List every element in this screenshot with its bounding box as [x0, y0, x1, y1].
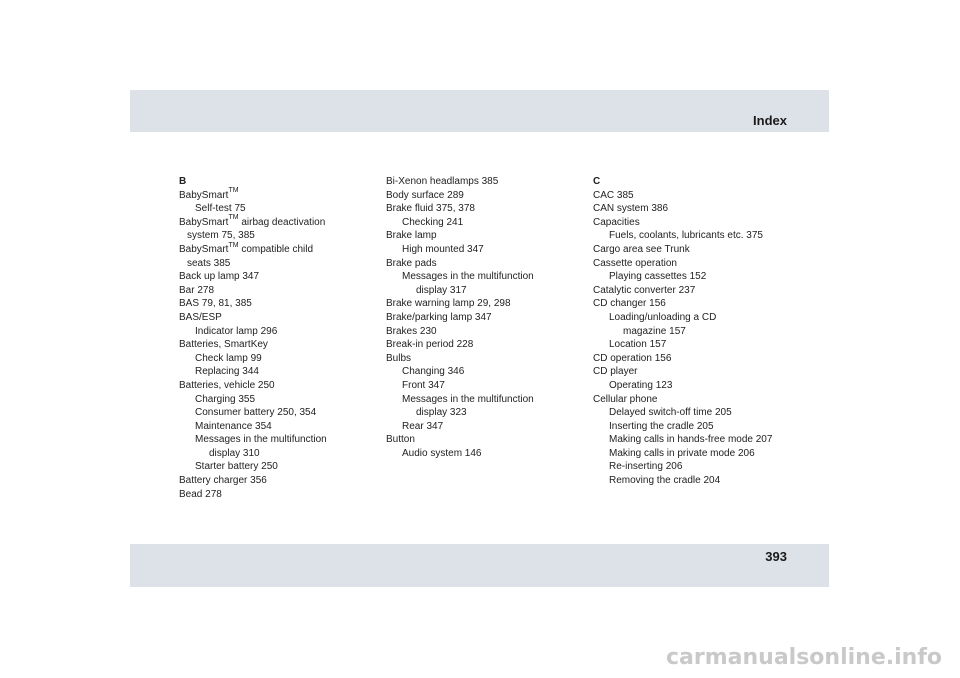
- trademark-superscript: TM: [228, 241, 239, 249]
- index-entry: Front 347: [402, 379, 445, 391]
- index-entry: Messages in the multifunction: [402, 393, 534, 405]
- index-entry: Button: [386, 434, 415, 446]
- index-entry: [179, 243, 379, 257]
- index-entry: Checking 241: [402, 216, 464, 228]
- page-title: Index: [753, 113, 787, 128]
- index-entry: [179, 216, 379, 230]
- index-entry: Batteries, SmartKey: [179, 339, 268, 351]
- index-entry: Consumer battery 250, 354: [195, 407, 317, 419]
- index-entry: CD player: [593, 366, 638, 378]
- index-entry: Making calls in private mode 206: [609, 447, 755, 459]
- index-entry: Fuels, coolants, lubricants etc. 375: [609, 230, 763, 242]
- index-entry: Brake fluid 375, 378: [386, 203, 475, 215]
- header-band: [130, 90, 829, 132]
- index-column-2: [386, 175, 586, 460]
- index-entry: Removing the cradle 204: [609, 475, 721, 487]
- index-entry-text-suffix: compatible child: [238, 243, 314, 255]
- index-entry: Charging 355: [195, 393, 256, 405]
- index-entry: CAN system 386: [593, 203, 669, 215]
- index-entry: Bulbs: [386, 352, 412, 364]
- index-entry: Indicator lamp 296: [195, 325, 278, 337]
- index-entry: Maintenance 354: [195, 420, 272, 432]
- watermark-text: carmanualsonline.info: [666, 645, 942, 670]
- index-entry: system 75, 385: [187, 230, 255, 242]
- index-entry: display 317: [416, 284, 467, 296]
- index-entry: display 310: [209, 447, 260, 459]
- index-entry: Bar 278: [179, 284, 215, 296]
- index-entry: BAS 79, 81, 385: [179, 298, 252, 310]
- index-entry: Break-in period 228: [386, 339, 474, 351]
- index-entry: display 323: [416, 407, 467, 419]
- footer-band: [130, 544, 829, 587]
- index-entry: Cellular phone: [593, 393, 658, 405]
- index-entry: Self-test 75: [195, 203, 246, 215]
- index-entry: Rear 347: [402, 420, 444, 432]
- index-entry: Catalytic converter 237: [593, 284, 696, 296]
- index-entry: CD changer 156: [593, 298, 666, 310]
- index-entry: Audio system 146: [402, 447, 482, 459]
- index-entry: Battery charger 356: [179, 475, 267, 487]
- index-column-3: [593, 175, 793, 488]
- index-entry: Starter battery 250: [195, 461, 278, 473]
- trademark-superscript: TM: [228, 187, 239, 195]
- index-entry: Check lamp 99: [195, 352, 262, 364]
- index-entry: Back up lamp 347: [179, 271, 260, 283]
- index-entry: CD operation 156: [593, 352, 672, 364]
- index-entry: Inserting the cradle 205: [609, 420, 714, 432]
- index-entry: High mounted 347: [402, 243, 484, 255]
- index-entry: Delayed switch-off time 205: [609, 407, 732, 419]
- index-entry: [179, 189, 379, 203]
- index-entry: Brake/parking lamp 347: [386, 311, 492, 323]
- index-entry-text: BabySmart: [179, 189, 229, 201]
- index-entry: Location 157: [609, 339, 667, 351]
- index-entry: Cassette operation: [593, 257, 677, 269]
- index-entry: magazine 157: [623, 325, 686, 337]
- index-entry: Body surface 289: [386, 189, 464, 201]
- index-entry: Re-inserting 206: [609, 461, 683, 473]
- index-entry: Loading/unloading a CD: [609, 311, 717, 323]
- index-entry: Changing 346: [402, 366, 465, 378]
- index-entry: Bead 278: [179, 488, 222, 500]
- index-entry: Operating 123: [609, 379, 673, 391]
- index-entry: Playing cassettes 152: [609, 271, 707, 283]
- index-entry: Messages in the multifunction: [402, 271, 534, 283]
- index-entry: Brake warning lamp 29, 298: [386, 298, 511, 310]
- index-entry: Messages in the multifunction: [195, 434, 327, 446]
- index-entry-text: BabySmart: [179, 216, 229, 228]
- index-entry-text: BabySmart: [179, 243, 229, 255]
- index-entry: Cargo area see Trunk: [593, 243, 690, 255]
- index-entry-text-suffix: airbag deactivation: [238, 216, 326, 228]
- index-entry: Brakes 230: [386, 325, 437, 337]
- index-entry: Brake lamp: [386, 230, 437, 242]
- page-number: 393: [765, 549, 787, 564]
- index-entry: Making calls in hands-free mode 207: [609, 434, 773, 446]
- index-letter-heading: B: [179, 176, 187, 187]
- index-letter-heading: C: [593, 176, 601, 187]
- index-entry: Replacing 344: [195, 366, 259, 378]
- index-entry: CAC 385: [593, 189, 634, 201]
- index-entry: seats 385: [187, 257, 231, 269]
- index-entry: BAS/ESP: [179, 311, 222, 323]
- index-entry: Bi-Xenon headlamps 385: [386, 176, 499, 187]
- index-entry: Batteries, vehicle 250: [179, 379, 275, 391]
- trademark-superscript: TM: [228, 214, 239, 222]
- index-entry: Brake pads: [386, 257, 437, 269]
- index-column-1: [179, 175, 379, 501]
- index-entry: Capacities: [593, 216, 640, 228]
